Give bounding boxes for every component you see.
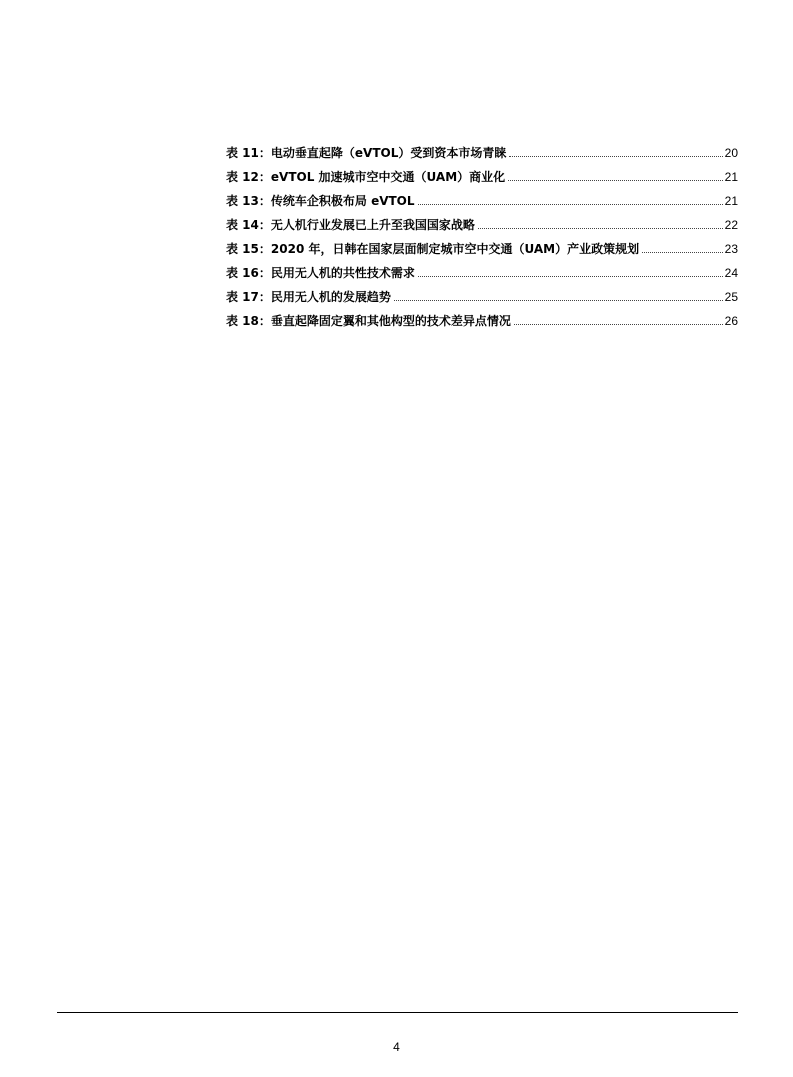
toc-entry-label: 表 18：	[226, 314, 271, 328]
toc-leader-dots	[418, 275, 723, 277]
toc-entry-table-17[interactable]	[226, 287, 738, 311]
toc-entry-page: 23	[724, 242, 738, 256]
toc-entry-page: 21	[724, 194, 738, 208]
toc-entry-table-14[interactable]	[226, 215, 738, 239]
toc-entry-label: 表 17：	[226, 290, 271, 304]
toc-entry-label: 表 16：	[226, 266, 271, 280]
toc-entry-page: 21	[724, 170, 738, 184]
toc-entry-table-12[interactable]	[226, 167, 738, 191]
toc-entry-page: 26	[724, 314, 738, 328]
toc-entry-table-18[interactable]	[226, 311, 738, 335]
toc-entry-table-16[interactable]	[226, 263, 738, 287]
toc-entry-title: eVTOL 加速城市空中交通（UAM）商业化	[270, 170, 506, 184]
toc-leader-dots	[478, 227, 723, 229]
toc-entry-title: 传统车企积极布局 eVTOL	[270, 194, 415, 208]
toc-entry-label: 表 13：	[226, 194, 271, 208]
toc-entry-title: 电动垂直起降（eVTOL）受到资本市场青睐	[270, 146, 507, 160]
toc-entry-table-15[interactable]	[226, 239, 738, 263]
toc-entry-page: 22	[724, 218, 738, 232]
toc-leader-dots	[642, 251, 723, 253]
toc-entry-title: 无人机行业发展已上升至我国国家战略	[270, 218, 475, 232]
footer-divider	[57, 1012, 738, 1013]
toc-leader-dots	[508, 179, 723, 181]
toc-entry-page: 24	[724, 266, 738, 280]
toc-leader-dots	[509, 155, 722, 157]
toc-entry-table-11[interactable]	[226, 143, 738, 167]
toc-entry-label: 表 12：	[226, 170, 271, 184]
toc-entry-title: 2020 年，日韩在国家层面制定城市空中交通（UAM）产业政策规划	[270, 242, 640, 256]
toc-entry-label: 表 15：	[226, 242, 271, 256]
toc-leader-dots	[514, 323, 723, 325]
toc-entry-table-13[interactable]	[226, 191, 738, 215]
toc-entry-page: 20	[724, 146, 738, 160]
page-number: 4	[393, 1040, 400, 1054]
toc-leader-dots	[394, 299, 723, 301]
toc-entry-label: 表 14：	[226, 218, 271, 232]
table-of-tables	[226, 143, 738, 335]
toc-entry-title: 垂直起降固定翼和其他构型的技术差异点情况	[270, 314, 511, 328]
toc-entry-title: 民用无人机的共性技术需求	[270, 266, 415, 280]
toc-entry-page: 25	[724, 290, 738, 304]
toc-leader-dots	[418, 203, 723, 205]
toc-entry-label: 表 11：	[226, 146, 271, 160]
toc-entry-title: 民用无人机的发展趋势	[270, 290, 391, 304]
